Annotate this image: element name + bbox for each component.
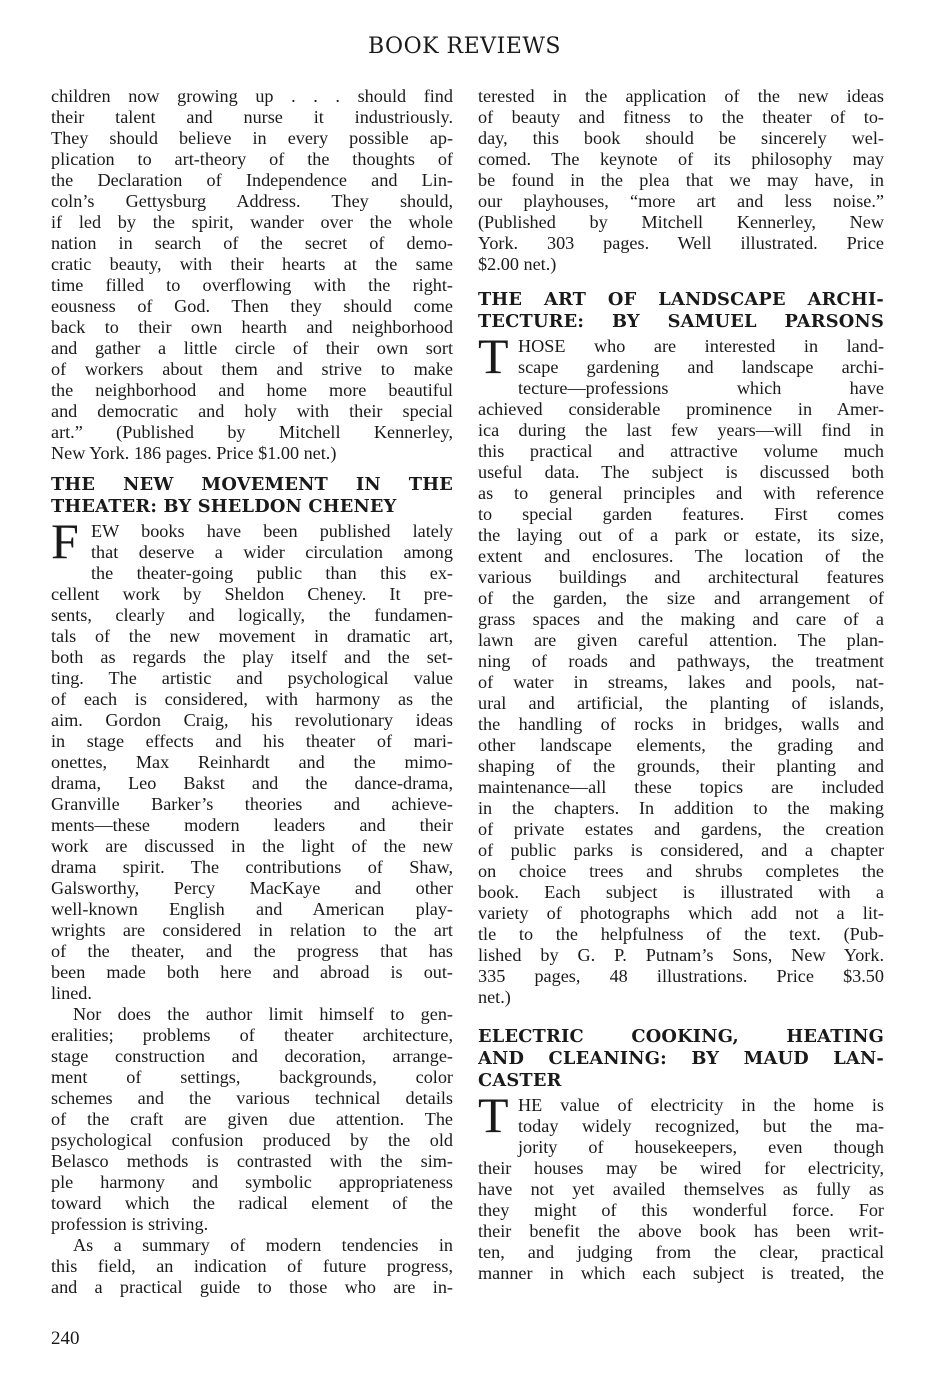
left-column xyxy=(51,86,453,1298)
text-line: ple harmony and symbolic appropriateness xyxy=(51,1172,453,1192)
text-line: if led by the spirit, wander over the whole xyxy=(51,212,453,232)
text-line: their talent and nurse it industriously. xyxy=(51,107,453,127)
drop-cap: T xyxy=(478,328,509,384)
text-line: eousness of God. Then they should come xyxy=(51,296,453,316)
review-heading: TECTURE: BY SAMUEL PARSONS xyxy=(478,311,884,332)
text-line: terested in the application of the new ideas xyxy=(478,86,884,106)
text-line: be found in the plea that we may have, in xyxy=(478,170,884,190)
text-line: extent and enclosures. The location of the xyxy=(478,546,884,566)
text-line: the Declaration of Independence and Lin- xyxy=(51,170,453,190)
text-line: of each is considered, with harmony as the xyxy=(51,689,453,709)
text-line: cratic beauty, with their hearts at the same xyxy=(51,254,453,274)
text-line: to special garden features. First comes xyxy=(478,504,884,524)
text-line: Nor does the author limit himself to gen- xyxy=(73,1004,453,1024)
text-line: and gather a little circle of their own sort xyxy=(51,338,453,358)
text-line: ment of settings, backgrounds, color xyxy=(51,1067,453,1087)
text-line: As a summary of modern tendencies in xyxy=(73,1235,453,1255)
text-line: drama spirit. The contributions of Shaw, xyxy=(51,857,453,877)
text-line: HE value of electricity in the home is xyxy=(518,1095,884,1115)
text-line: in the chapters. In addition to the making xyxy=(478,798,884,818)
text-line: (Published by Mitchell Kennerley, New xyxy=(478,212,884,232)
text-line: eralities; problems of theater architecture, xyxy=(51,1025,453,1045)
text-line: manner in which each subject is treated, the xyxy=(478,1263,884,1283)
review-heading: THE NEW MOVEMENT IN THE xyxy=(51,474,453,495)
text-line: they might of this wonderful force. For xyxy=(478,1200,884,1220)
review-landscape xyxy=(478,289,884,1008)
text-line: their benefit the above book has been writ- xyxy=(478,1221,884,1241)
text-line: the laying out of a park or estate, its size, xyxy=(478,525,884,545)
page-number: 240 xyxy=(51,1328,80,1349)
text-line: tecture—professions which have xyxy=(518,378,884,398)
text-line: achieved considerable prominence in Amer- xyxy=(478,399,884,419)
text-line: ten, and judging from the clear, practical xyxy=(478,1242,884,1262)
review-heading: AND CLEANING: BY MAUD LAN- xyxy=(478,1048,884,1069)
text-line: sents, clearly and logically, the fundamen- xyxy=(51,605,453,625)
text-line: toward which the radical element of the xyxy=(51,1193,453,1213)
text-line: New York. 186 pages. Price $1.00 net.) xyxy=(51,443,337,463)
text-line: shaping of the grounds, their planting and xyxy=(478,756,884,776)
review-heading: THEATER: BY SHELDON CHENEY xyxy=(51,496,397,517)
text-line: plication to art-theory of the thoughts of xyxy=(51,149,453,169)
text-line: wrights are considered in relation to the art xyxy=(51,920,453,940)
text-line: been made both here and abroad is out- xyxy=(51,962,453,982)
text-line: 335 pages, 48 illustrations. Price $3.50 xyxy=(478,966,884,986)
text-line: book. Each subject is illustrated with a xyxy=(478,882,884,902)
text-line: Granville Barker’s theories and achieve- xyxy=(51,794,453,814)
text-line: drama, Leo Bakst and the dance-drama, xyxy=(51,773,453,793)
text-line: of the theater, and the progress that has xyxy=(51,941,453,961)
review-heading: THE ART OF LANDSCAPE ARCHI- xyxy=(478,289,884,310)
text-line: well-known English and American play- xyxy=(51,899,453,919)
text-line: lined. xyxy=(51,983,92,1003)
text-line: coln’s Gettysburg Address. They should, xyxy=(51,191,453,211)
text-line: scape gardening and landscape archi- xyxy=(518,357,884,377)
text-line: Belasco methods is contrasted with the sim- xyxy=(51,1151,453,1171)
text-line: of private estates and gardens, the creation xyxy=(478,819,884,839)
text-line: in stage effects and his theater of mari- xyxy=(51,731,453,751)
text-line: ural and artificial, the planting of islands, xyxy=(478,693,884,713)
text-line: Galsworthy, Percy MacKaye and other xyxy=(51,878,453,898)
text-line: HOSE who are interested in land- xyxy=(518,336,884,356)
text-line: cellent work by Sheldon Cheney. It pre- xyxy=(51,584,453,604)
text-line: tals of the new movement in dramatic art, xyxy=(51,626,453,646)
text-line: other landscape elements, the grading and xyxy=(478,735,884,755)
text-line: EW books have been published lately xyxy=(91,521,453,541)
text-line: their houses may be wired for electricity, xyxy=(478,1158,884,1178)
review-electric xyxy=(478,1026,884,1284)
text-line: of water in streams, lakes and pools, nat- xyxy=(478,672,884,692)
review-body xyxy=(51,513,453,1298)
review-theater xyxy=(51,474,453,1298)
text-line: work are discussed in the light of the new xyxy=(51,836,453,856)
text-line: that deserve a wider circulation among xyxy=(91,542,453,562)
text-line: onettes, Max Reinhardt and the mimo- xyxy=(51,752,453,772)
text-line: maintenance—all these topics are included xyxy=(478,777,884,797)
review-heading: ELECTRIC COOKING, HEATING xyxy=(478,1026,884,1047)
text-line: comed. The keynote of its philosophy may xyxy=(478,149,884,169)
text-line: $2.00 net.) xyxy=(478,254,557,274)
text-line: They should believe in every possible ap- xyxy=(51,128,453,148)
text-line: children now growing up . . . should find xyxy=(51,86,453,106)
text-line: today widely recognized, but the ma- xyxy=(518,1116,884,1136)
text-line: the handling of rocks in bridges, walls and xyxy=(478,714,884,734)
text-line: various buildings and architectural features xyxy=(478,567,884,587)
text-line: lawn are given careful attention. The plan- xyxy=(478,630,884,650)
text-line: aim. Gordon Craig, his revolutionary ideas xyxy=(51,710,453,730)
text-line: the neighborhood and home more beautiful xyxy=(51,380,453,400)
right-column xyxy=(478,86,884,1284)
drop-cap: F xyxy=(51,513,79,569)
text-line: and democratic and holy with their special xyxy=(51,401,453,421)
review-heading: CASTER xyxy=(478,1070,562,1091)
text-line: of beauty and fitness to the theater of to- xyxy=(478,107,884,127)
review-body xyxy=(478,328,884,1008)
text-line: our playhouses, “more art and less noise.” xyxy=(478,191,884,211)
text-line: York. 303 pages. Well illustrated. Price xyxy=(478,233,884,253)
text-line: variety of photographs which add not a lit- xyxy=(478,903,884,923)
text-line: both as regards the play itself and the set- xyxy=(51,647,453,667)
text-line: of the craft are given due attention. The xyxy=(51,1109,453,1129)
text-line: of workers about them and strive to make xyxy=(51,359,453,379)
review-body xyxy=(478,1087,884,1284)
text-line: of the garden, the size and arrangement of xyxy=(478,588,884,608)
text-line: lished by G. P. Putnam’s Sons, New York. xyxy=(478,945,884,965)
text-line: psychological confusion produced by the old xyxy=(51,1130,453,1150)
drop-cap: T xyxy=(478,1087,509,1143)
page-header: BOOK REVIEWS xyxy=(367,34,562,59)
text-line: art.” (Published by Mitchell Kennerley, xyxy=(51,422,453,442)
text-line: tle to the helpfulness of the text. (Pub- xyxy=(478,924,884,944)
text-line: back to their own hearth and neighborhood xyxy=(51,317,453,337)
text-line: profession is striving. xyxy=(51,1214,209,1234)
text-line: the theater-going public than this ex- xyxy=(91,563,453,583)
text-line: net.) xyxy=(478,987,511,1007)
text-line: this practical and attractive volume much xyxy=(478,441,884,461)
continued-text-block xyxy=(478,86,884,275)
text-line: useful data. The subject is discussed both xyxy=(478,462,884,482)
text-line: and a practical guide to those who are in- xyxy=(51,1277,453,1297)
text-line: day, this book should be sincerely wel- xyxy=(478,128,884,148)
text-line: stage construction and decoration, arrange- xyxy=(51,1046,453,1066)
text-line: schemes and the various technical details xyxy=(51,1088,453,1108)
text-line: grass spaces and the making and care of a xyxy=(478,609,884,629)
continued-text-block xyxy=(51,86,453,464)
text-line: time filled to overflowing with the right- xyxy=(51,275,453,295)
text-line: as to general principles and with reference xyxy=(478,483,884,503)
text-line: nation in search of the secret of demo- xyxy=(51,233,453,253)
text-line: this field, an indication of future progress, xyxy=(51,1256,453,1276)
text-line: ica during the last few years—will find in xyxy=(478,420,884,440)
text-line: jority of housekeepers, even though xyxy=(518,1137,884,1157)
text-line: of public parks is considered, and a chapter xyxy=(478,840,884,860)
text-line: on choice trees and shrubs completes the xyxy=(478,861,884,881)
text-line: ting. The artistic and psychological value xyxy=(51,668,453,688)
text-line: ning of roads and pathways, the treatment xyxy=(478,651,884,671)
text-line: ments—these modern leaders and their xyxy=(51,815,453,835)
text-line: have not yet availed themselves as fully as xyxy=(478,1179,884,1199)
